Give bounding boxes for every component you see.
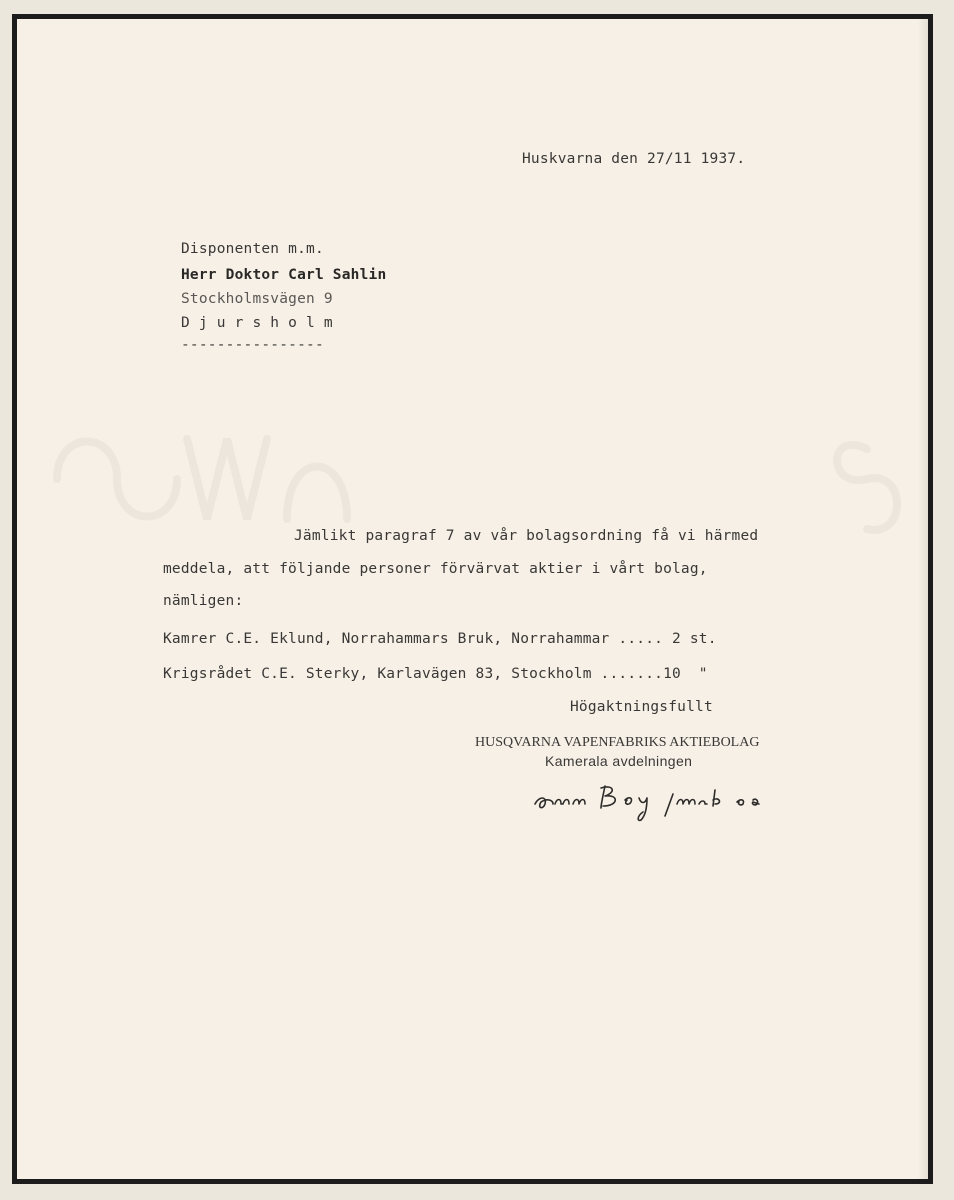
recipient-street: Stockholmsvägen 9 <box>181 291 333 307</box>
body-line-1: Jämlikt paragraf 7 av vår bolagsordning få vi härmed <box>294 528 759 544</box>
handwritten-signature <box>527 774 787 829</box>
closing-greeting: Högaktningsfullt <box>570 699 713 715</box>
recipient-city: D j u r s h o l m <box>181 315 333 331</box>
body-line-3: nämligen: <box>163 593 244 609</box>
recipient-title: Disponenten m.m. <box>181 241 324 257</box>
body-line-2: meddela, att följande personer förvärvat aktier i vårt bolag, <box>163 561 708 577</box>
company-name: HUSQVARNA VAPENFABRIKS AKTIEBOLAG <box>475 735 760 750</box>
letter-sheet <box>12 14 933 1184</box>
department-name: Kamerala avdelningen <box>545 753 693 769</box>
date-line: Huskvarna den 27/11 1937. <box>522 151 746 167</box>
share-row-1: Kamrer C.E. Eklund, Norrahammars Bruk, Norrahammar ..... 2 st. <box>163 631 717 647</box>
recipient-name: Herr Doktor Carl Sahlin <box>181 267 387 283</box>
share-row-2: Krigsrådet C.E. Sterky, Karlavägen 83, Stockholm .......10 " <box>163 666 708 682</box>
recipient-underline: ---------------- <box>181 337 324 353</box>
